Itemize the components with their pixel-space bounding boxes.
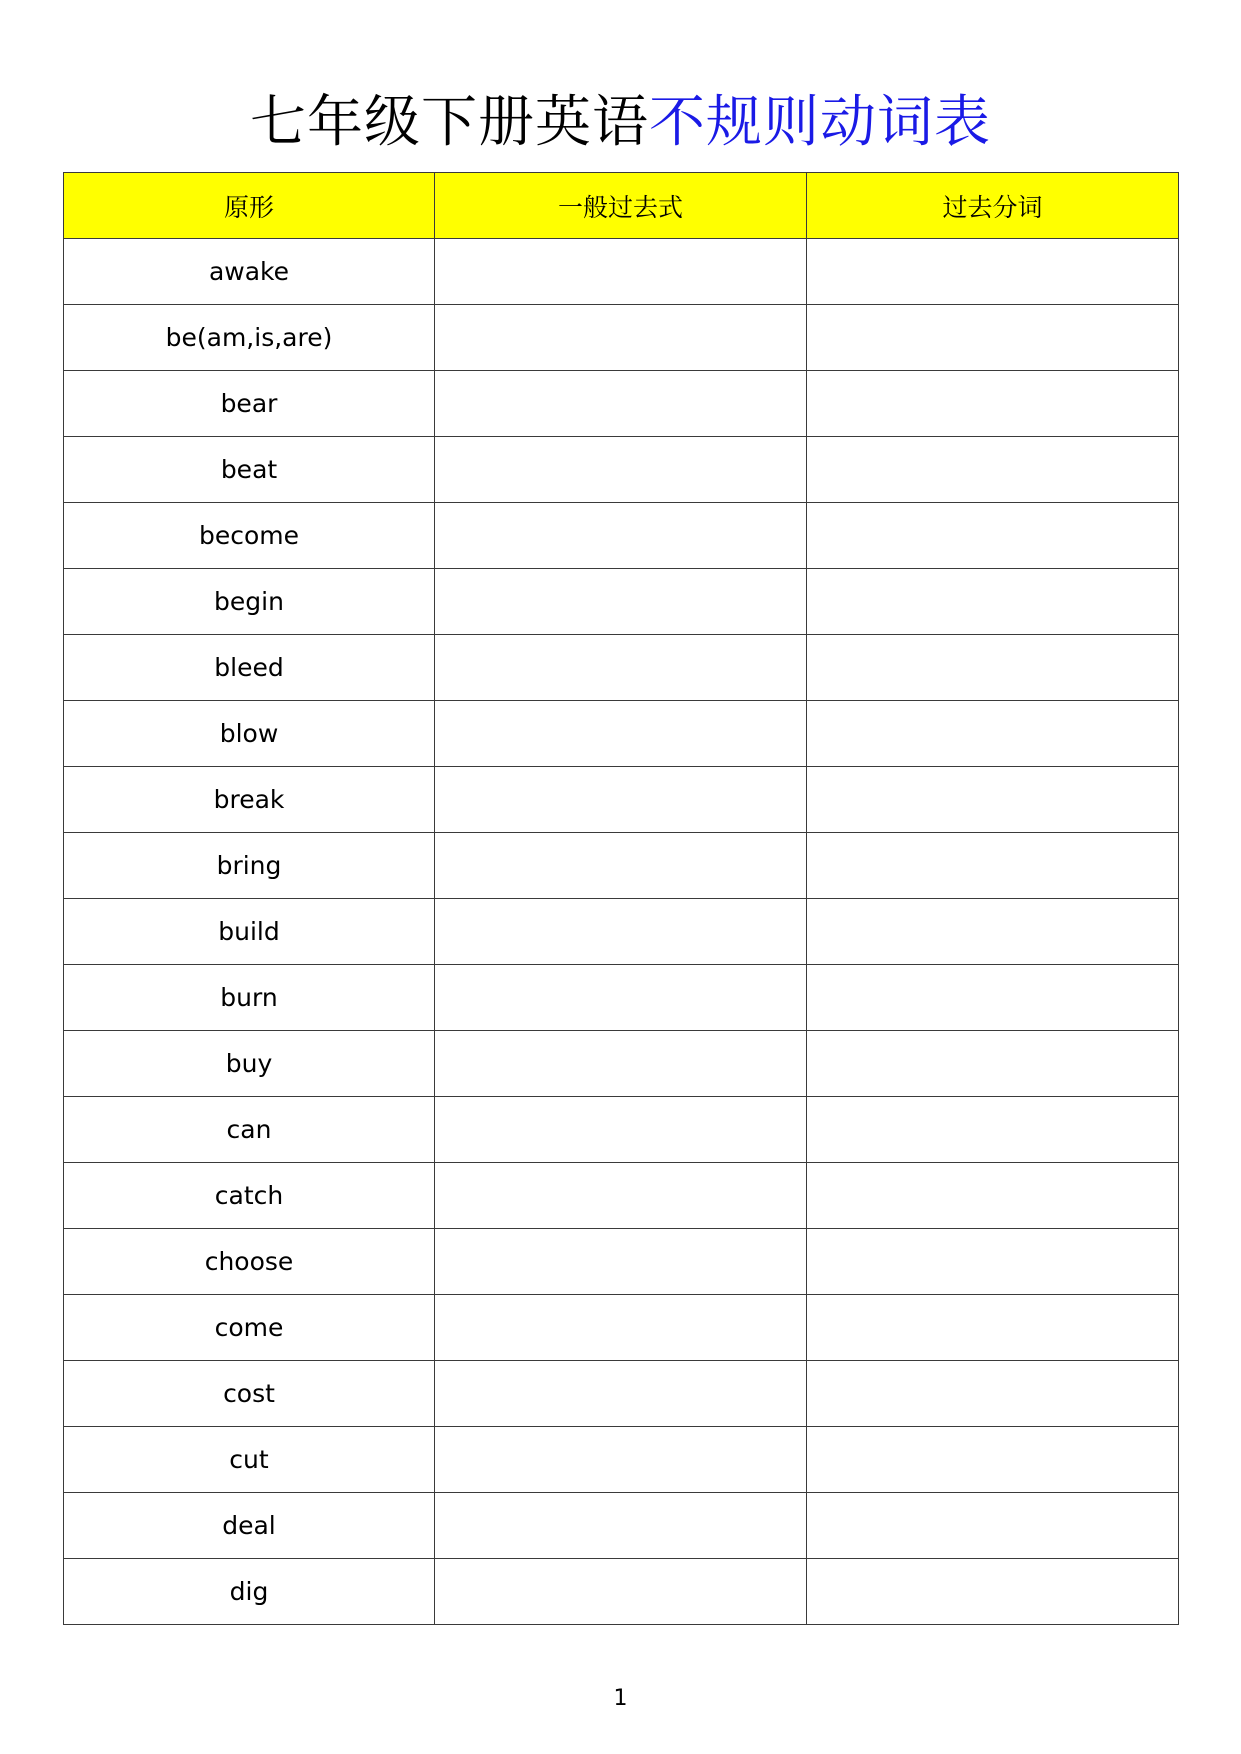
cell-base-form: build xyxy=(64,899,435,965)
table-row xyxy=(64,1295,1179,1361)
cell-past-participle[interactable] xyxy=(807,1361,1179,1427)
cell-past-participle[interactable] xyxy=(807,1229,1179,1295)
cell-past-participle[interactable] xyxy=(807,833,1179,899)
table-header-row xyxy=(64,173,1179,239)
table-row xyxy=(64,437,1179,503)
cell-simple-past[interactable] xyxy=(435,1361,807,1427)
cell-simple-past[interactable] xyxy=(435,1493,807,1559)
cell-base-form: come xyxy=(64,1295,435,1361)
cell-simple-past[interactable] xyxy=(435,767,807,833)
cell-past-participle[interactable] xyxy=(807,503,1179,569)
cell-simple-past[interactable] xyxy=(435,305,807,371)
table-row xyxy=(64,1427,1179,1493)
table-row xyxy=(64,1097,1179,1163)
cell-base-form: begin xyxy=(64,569,435,635)
header-base-form: 原形 xyxy=(64,173,435,239)
cell-base-form: break xyxy=(64,767,435,833)
cell-base-form: catch xyxy=(64,1163,435,1229)
cell-base-form: buy xyxy=(64,1031,435,1097)
cell-simple-past[interactable] xyxy=(435,1229,807,1295)
table-row xyxy=(64,965,1179,1031)
cell-simple-past[interactable] xyxy=(435,503,807,569)
header-past-participle: 过去分词 xyxy=(807,173,1179,239)
cell-base-form: bring xyxy=(64,833,435,899)
cell-base-form: deal xyxy=(64,1493,435,1559)
page-title xyxy=(0,88,1241,158)
cell-base-form: can xyxy=(64,1097,435,1163)
table-row xyxy=(64,899,1179,965)
cell-simple-past[interactable] xyxy=(435,437,807,503)
cell-simple-past[interactable] xyxy=(435,833,807,899)
cell-simple-past[interactable] xyxy=(435,239,807,305)
cell-simple-past[interactable] xyxy=(435,1559,807,1625)
cell-base-form: bear xyxy=(64,371,435,437)
cell-past-participle[interactable] xyxy=(807,965,1179,1031)
cell-past-participle[interactable] xyxy=(807,1559,1179,1625)
table-row xyxy=(64,833,1179,899)
cell-past-participle[interactable] xyxy=(807,305,1179,371)
cell-past-participle[interactable] xyxy=(807,239,1179,305)
cell-base-form: beat xyxy=(64,437,435,503)
table-row xyxy=(64,569,1179,635)
cell-past-participle[interactable] xyxy=(807,1097,1179,1163)
cell-base-form: awake xyxy=(64,239,435,305)
table-row xyxy=(64,1559,1179,1625)
table-row xyxy=(64,371,1179,437)
cell-simple-past[interactable] xyxy=(435,1163,807,1229)
table-row xyxy=(64,1229,1179,1295)
cell-past-participle[interactable] xyxy=(807,1427,1179,1493)
cell-simple-past[interactable] xyxy=(435,635,807,701)
title-grade-part: 七年级下册英语 xyxy=(250,90,649,155)
cell-base-form: become xyxy=(64,503,435,569)
cell-base-form: be(am,is,are) xyxy=(64,305,435,371)
cell-past-participle[interactable] xyxy=(807,767,1179,833)
cell-past-participle[interactable] xyxy=(807,635,1179,701)
cell-past-participle[interactable] xyxy=(807,899,1179,965)
table-row xyxy=(64,635,1179,701)
cell-simple-past[interactable] xyxy=(435,701,807,767)
cell-simple-past[interactable] xyxy=(435,965,807,1031)
table-row xyxy=(64,1031,1179,1097)
cell-base-form: blow xyxy=(64,701,435,767)
cell-simple-past[interactable] xyxy=(435,1295,807,1361)
cell-simple-past[interactable] xyxy=(435,569,807,635)
cell-past-participle[interactable] xyxy=(807,371,1179,437)
table-row xyxy=(64,1163,1179,1229)
table-row xyxy=(64,239,1179,305)
table-row xyxy=(64,503,1179,569)
header-simple-past: 一般过去式 xyxy=(435,173,807,239)
cell-past-participle[interactable] xyxy=(807,569,1179,635)
table-row xyxy=(64,1361,1179,1427)
cell-past-participle[interactable] xyxy=(807,437,1179,503)
table-row xyxy=(64,305,1179,371)
cell-base-form: cost xyxy=(64,1361,435,1427)
cell-past-participle[interactable] xyxy=(807,1295,1179,1361)
page-number: 1 xyxy=(613,1686,628,1711)
cell-simple-past[interactable] xyxy=(435,1031,807,1097)
table-row xyxy=(64,767,1179,833)
irregular-verbs-table xyxy=(63,172,1179,1625)
cell-base-form: burn xyxy=(64,965,435,1031)
table-body xyxy=(64,239,1179,1625)
title-topic-part: 不规则动词表 xyxy=(649,90,991,155)
cell-past-participle[interactable] xyxy=(807,1031,1179,1097)
cell-simple-past[interactable] xyxy=(435,1097,807,1163)
table-row xyxy=(64,701,1179,767)
cell-past-participle[interactable] xyxy=(807,1163,1179,1229)
cell-base-form: choose xyxy=(64,1229,435,1295)
cell-simple-past[interactable] xyxy=(435,1427,807,1493)
cell-simple-past[interactable] xyxy=(435,371,807,437)
cell-base-form: dig xyxy=(64,1559,435,1625)
cell-simple-past[interactable] xyxy=(435,899,807,965)
cell-base-form: cut xyxy=(64,1427,435,1493)
cell-base-form: bleed xyxy=(64,635,435,701)
cell-past-participle[interactable] xyxy=(807,1493,1179,1559)
table-row xyxy=(64,1493,1179,1559)
cell-past-participle[interactable] xyxy=(807,701,1179,767)
